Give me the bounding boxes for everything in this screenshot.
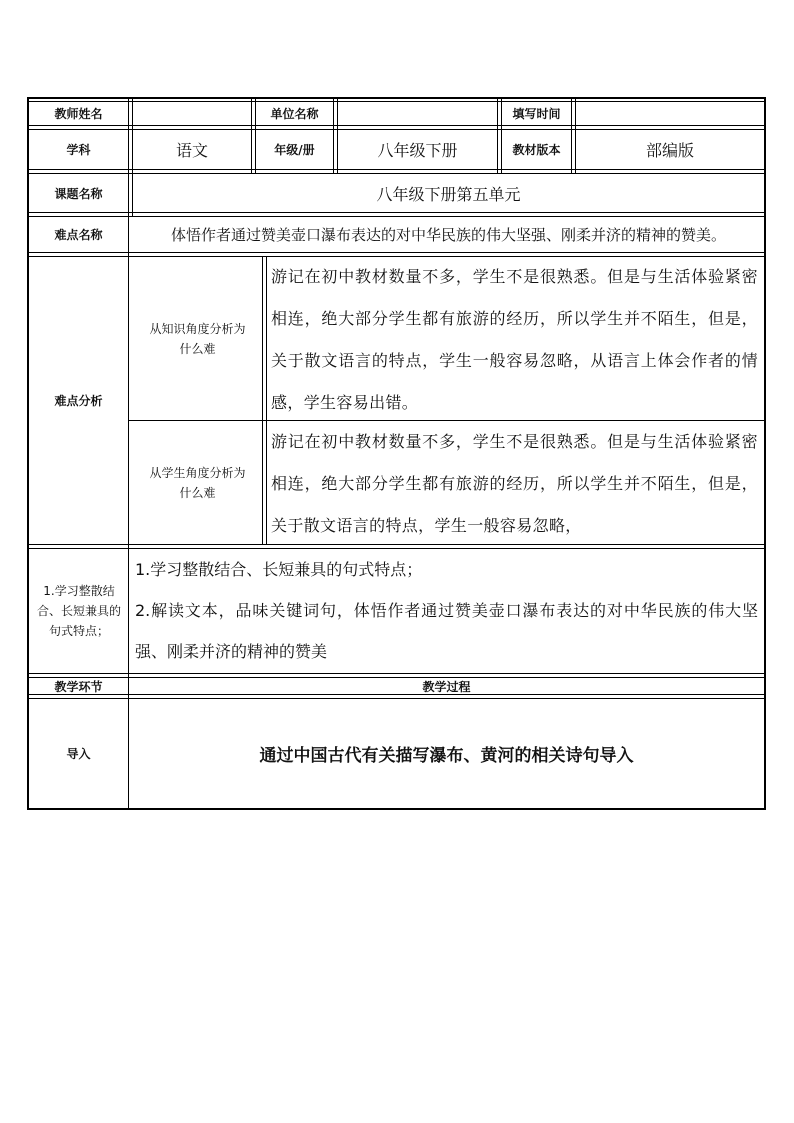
topic-value: 八年级下册第五单元 bbox=[376, 184, 521, 204]
rule-bottom bbox=[27, 808, 766, 810]
intro-content: 通过中国古代有关描写瀑布、黄河的相关诗句导入 bbox=[259, 746, 634, 766]
objectives-cell bbox=[129, 549, 764, 673]
student-angle-label-line2: 什么难 bbox=[179, 485, 216, 500]
knowledge-angle-label bbox=[133, 257, 262, 420]
rule-6 bbox=[27, 673, 766, 674]
subject-value: 语文 bbox=[175, 141, 208, 160]
teacher-name-label: 教师姓名 bbox=[54, 107, 103, 121]
vsep-e bbox=[571, 97, 572, 173]
rule-top bbox=[27, 97, 766, 99]
process-column-header: 教学过程 bbox=[422, 679, 471, 694]
difficulty-value: 体悟作者通过赞美壶口瀑布表达的对中华民族的伟大坚强、刚柔并济的精神的赞美。 bbox=[170, 226, 726, 244]
vsep-b bbox=[251, 97, 252, 173]
vsep-c bbox=[333, 97, 334, 173]
fill-date-label: 填写时间 bbox=[512, 107, 561, 121]
vsep-d bbox=[497, 97, 498, 173]
teacher-name-value[interactable] bbox=[133, 102, 251, 125]
student-angle-text: 游记在初中教材数量不多，学生不是很熟悉。但是与生活体验紧密相连，绝大部分学生都有旅游的经历，所以学生并不陌生，但是，关于散文语言的特点，学生一般容易忽略， bbox=[271, 432, 758, 535]
analysis-label: 难点分析 bbox=[54, 394, 103, 408]
student-angle-label bbox=[133, 421, 262, 544]
stage-column-header: 教学环节 bbox=[54, 679, 103, 694]
grade-label: 年级/册 bbox=[274, 143, 315, 157]
rule-7 bbox=[27, 694, 766, 695]
grade-value: 八年级下册 bbox=[377, 141, 458, 160]
rule-1 bbox=[27, 125, 766, 126]
rule-4 bbox=[27, 252, 766, 253]
unit-name-value[interactable] bbox=[338, 102, 497, 125]
intro-stage: 导入 bbox=[66, 747, 91, 761]
topic-label: 课题名称 bbox=[54, 186, 103, 201]
knowledge-angle-label-line1: 从知识角度分析为 bbox=[149, 321, 246, 336]
edition-label: 教材版本 bbox=[512, 143, 561, 157]
subject-label: 学科 bbox=[66, 143, 91, 157]
student-angle-label-line1: 从学生角度分析为 bbox=[149, 465, 246, 480]
edition-value: 部编版 bbox=[645, 141, 694, 160]
knowledge-angle-label-line2: 什么难 bbox=[179, 341, 216, 356]
unit-name-label: 单位名称 bbox=[270, 107, 319, 121]
rule-5 bbox=[27, 544, 766, 545]
objectives-label: 1.学习整散结合、长短兼具的句式特点； bbox=[36, 584, 121, 638]
knowledge-angle-text: 游记在初中教材数量不多，学生不是很熟悉。但是与生活体验紧密相连，绝大部分学生都有旅游的经历，所以学生并不陌生，但是，关于散文语言的特点，学生一般容易忽略，从语言上体会作者的情感，学生容易出错。 bbox=[271, 267, 758, 412]
table-border-right bbox=[764, 97, 766, 810]
vsep-analysis bbox=[262, 256, 263, 545]
rule-3 bbox=[27, 212, 766, 213]
student-angle-text-cell bbox=[267, 421, 764, 544]
objective-item-1: 1.学习整散结合、长短兼具的句式特点； bbox=[135, 560, 423, 579]
rule-2 bbox=[27, 169, 766, 170]
knowledge-angle-text-cell bbox=[267, 257, 764, 420]
fill-date-value[interactable] bbox=[576, 102, 764, 125]
objective-item-2: 2.解读文本，品味关键词句，体悟作者通过赞美壶口瀑布表达的对中华民族的伟大坚强、刚柔并济的精神的赞美 bbox=[135, 601, 758, 661]
difficulty-label: 难点名称 bbox=[54, 228, 103, 242]
